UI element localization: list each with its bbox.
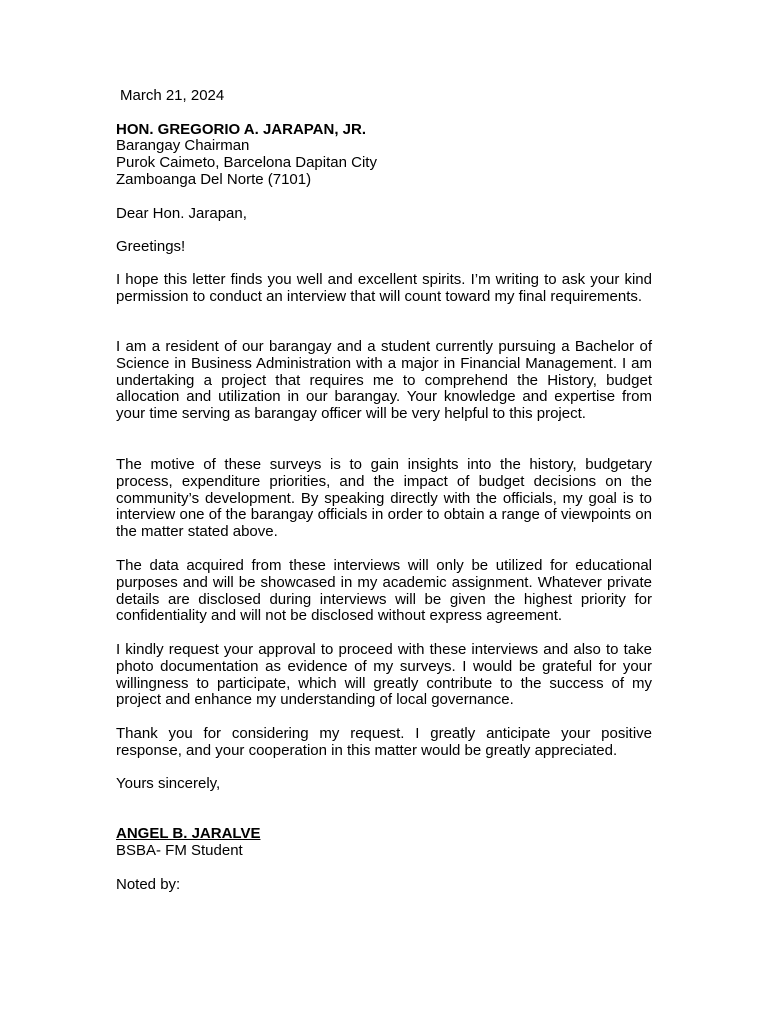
body-paragraph-4: The data acquired from these interviews will only be utilized for educational purposes and will be showcased in my academic assignment. Whatever private details are disclosed during interviews will be given the highest priority for confidentiality and will not be disclosed without express agreement. — [116, 557, 652, 625]
greeting: Greetings! — [116, 238, 186, 255]
sender-role: BSBA- FM Student — [116, 842, 243, 859]
salutation: Dear Hon. Jarapan, — [116, 205, 247, 222]
recipient-name: HON. GREGORIO A. JARAPAN, JR. — [116, 121, 367, 138]
body-paragraph-1: I hope this letter finds you well and excellent spirits. I’m writing to ask your kind permission to conduct an interview that will count toward my final requirements. — [116, 271, 652, 305]
body-paragraph-5: I kindly request your approval to proceed with these interviews and also to take photo documentation as evidence of my surveys. I would be grateful for your willingness to participate, which will greatly contribute to the success of my project and enhance my understanding of local governance. — [116, 641, 652, 709]
sender-name: ANGEL B. JARALVE — [116, 825, 261, 842]
body-paragraph-2: I am a resident of our barangay and a student currently pursuing a Bachelor of Science in Business Administration with a major in Financial Management. I am undertaking a project that requires me to comprehend the History, budget allocation and utilization in our barangay. Your knowledge and expertise from your time serving as barangay officer will be very helpful to this project. — [116, 338, 652, 423]
letter-date: March 21, 2024 — [120, 87, 225, 104]
body-paragraph-6: Thank you for considering my request. I greatly anticipate your positive response, and your cooperation in this matter would be greatly appreciated. — [116, 725, 652, 759]
noted-by-label: Noted by: — [116, 876, 181, 893]
closing: Yours sincerely, — [116, 775, 221, 792]
recipient-address-line1: Purok Caimeto, Barcelona Dapitan City — [116, 154, 377, 171]
recipient-address-line2: Zamboanga Del Norte (7101) — [116, 171, 312, 188]
body-paragraph-3: The motive of these surveys is to gain insights into the history, budgetary process, expenditure priorities, and the impact of budget decisions on the community’s development. By speaking directly with the officials, my goal is to interview one of the barangay officials in order to obtain a range of viewpoints on the matter stated above. — [116, 456, 652, 541]
recipient-title: Barangay Chairman — [116, 137, 250, 154]
